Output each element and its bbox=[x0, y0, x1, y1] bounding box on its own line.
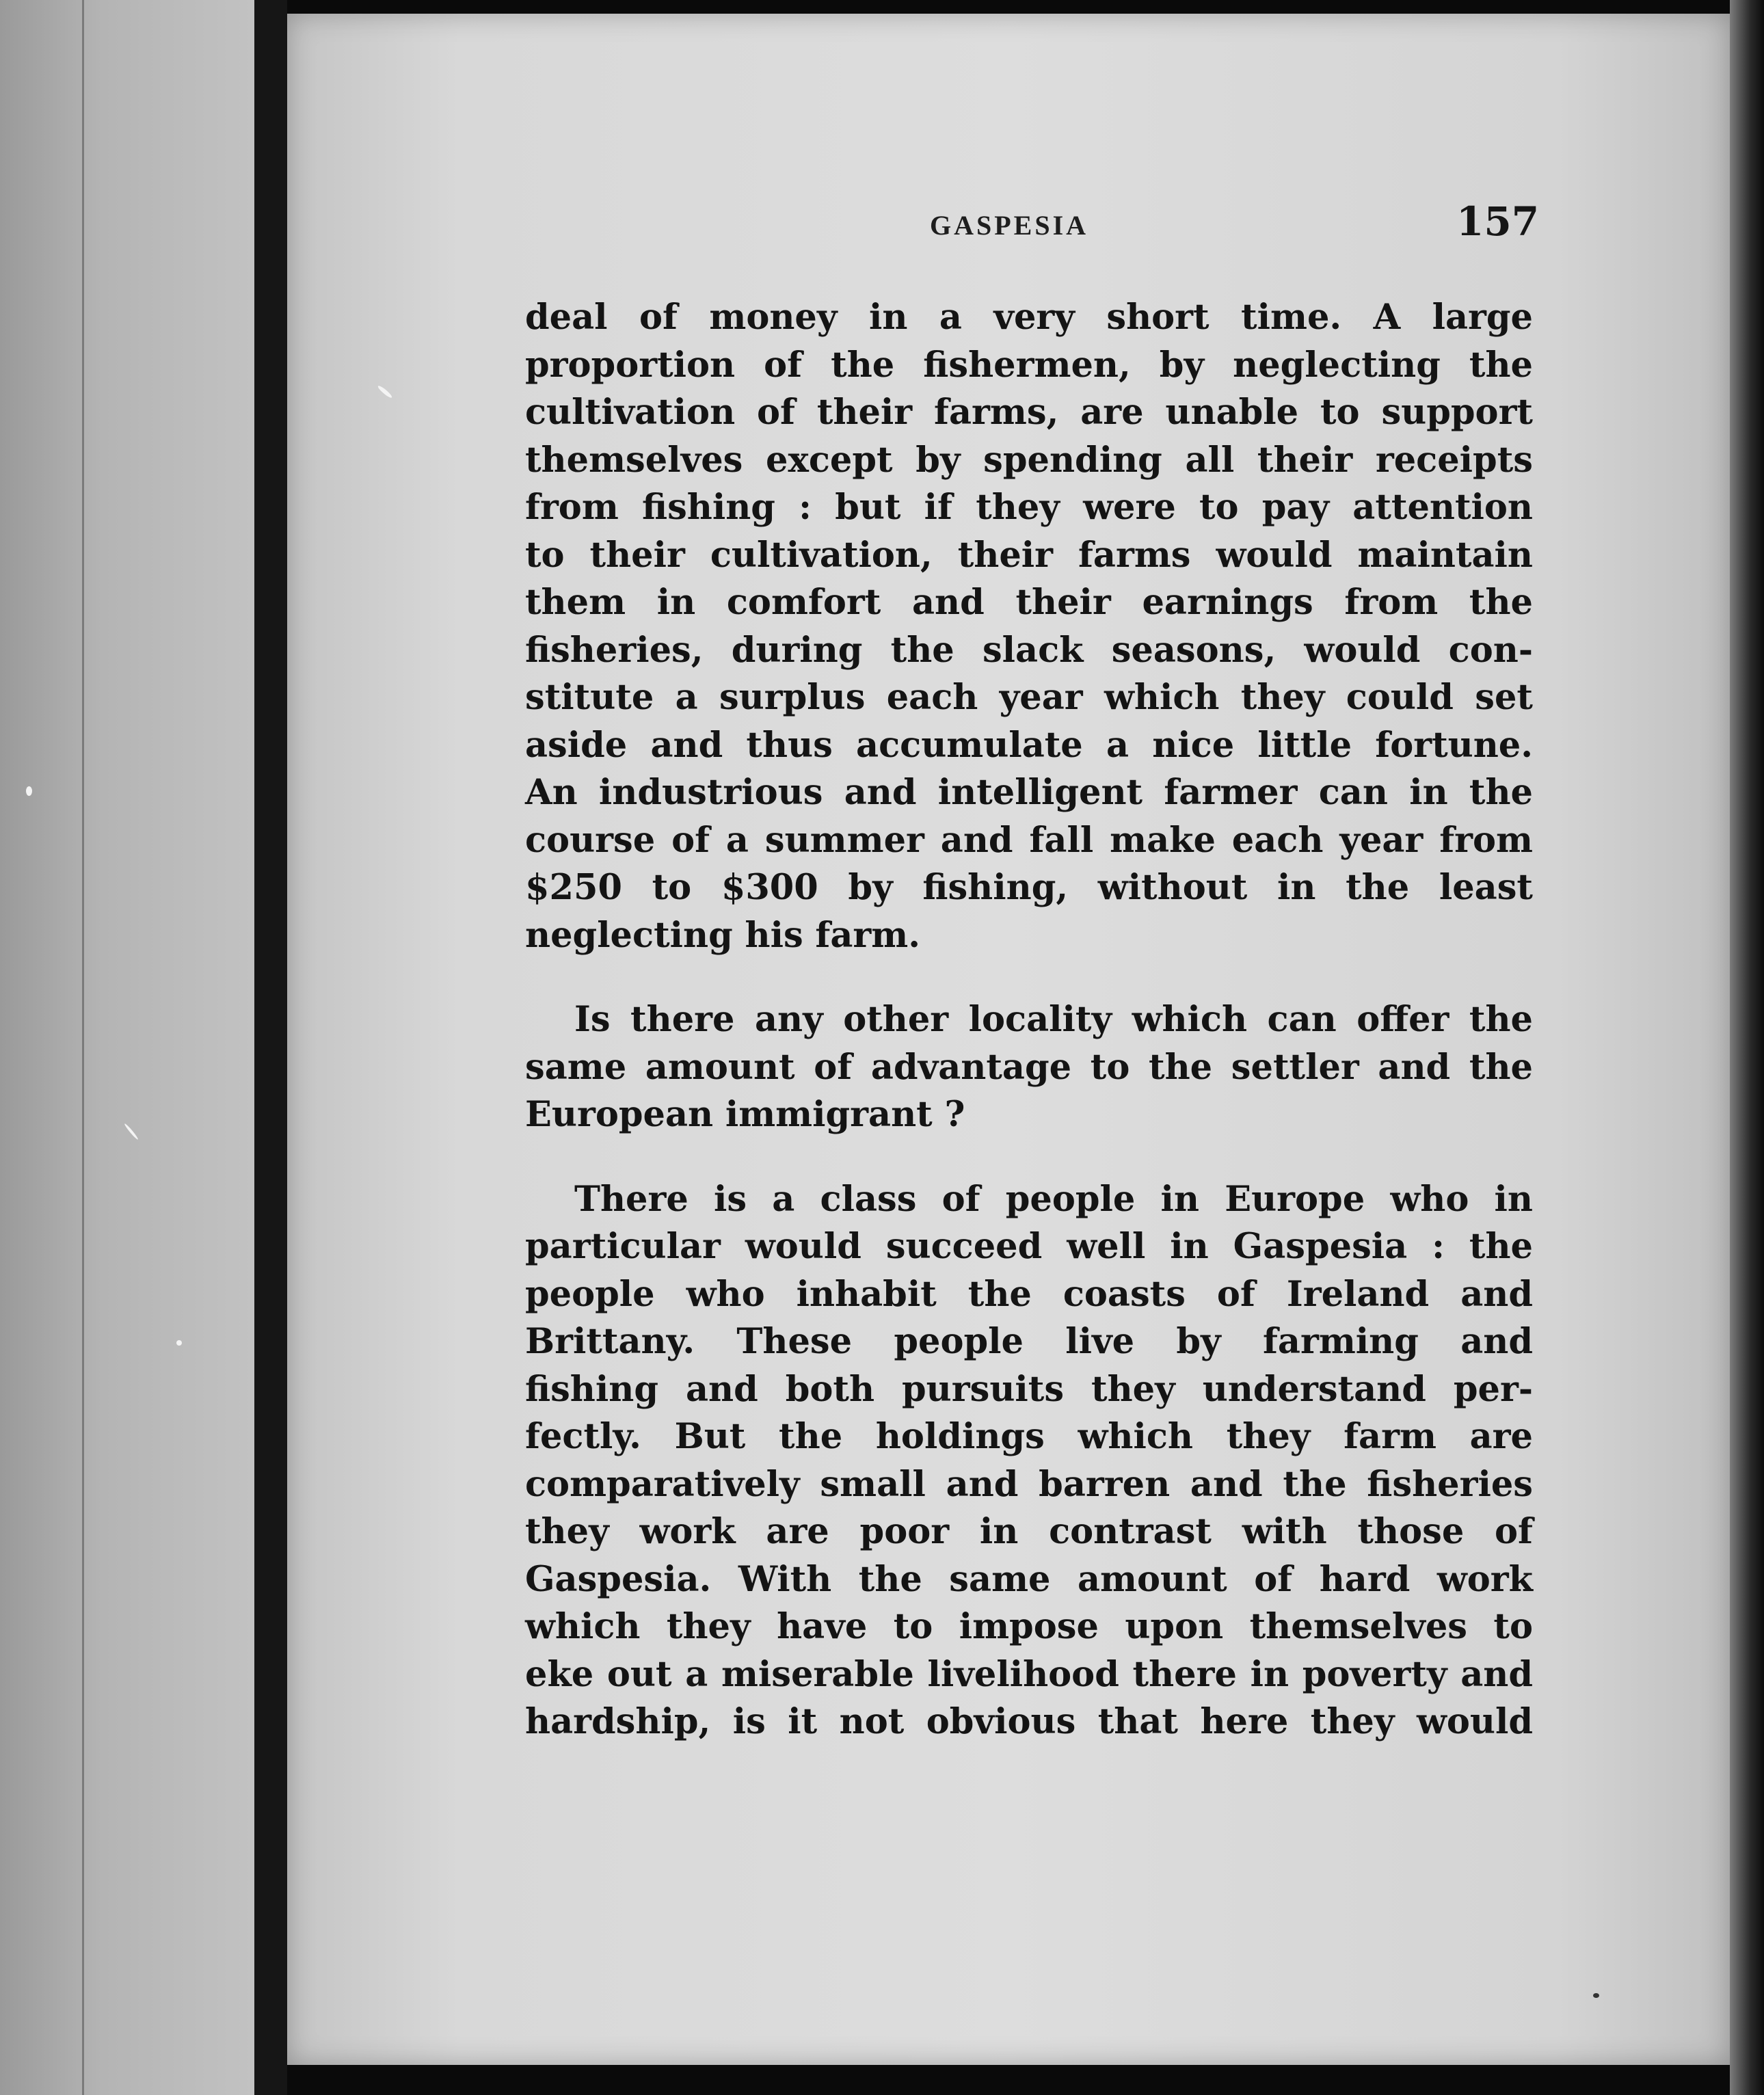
paragraph bbox=[525, 996, 1533, 1139]
text-line: themselves except by spending all their receipts bbox=[525, 439, 1533, 481]
book-gutter bbox=[254, 0, 287, 2095]
text-line: aside and thus accumulate a nice little fortune. bbox=[525, 724, 1533, 766]
text-line: from fishing : but if they were to pay attention bbox=[525, 487, 1533, 528]
page-number: 157 bbox=[1456, 198, 1540, 245]
text-line: eke out a miserable livelihood there in poverty and bbox=[525, 1653, 1533, 1695]
scan-speck bbox=[26, 786, 32, 796]
text-line: particular would succeed well in Gaspesia : the bbox=[525, 1226, 1533, 1267]
text-line: comparatively small and barren and the fisheries bbox=[525, 1463, 1533, 1505]
paragraph bbox=[525, 1176, 1533, 1746]
paragraph bbox=[525, 294, 1533, 959]
text-line: fisheries, during the slack seasons, would con- bbox=[525, 629, 1533, 671]
scan-speck bbox=[1593, 1993, 1599, 1998]
text-line: cultivation of their farms, are unable to support bbox=[525, 392, 1533, 433]
text-line: proportion of the fishermen, by neglecting the bbox=[525, 344, 1533, 386]
text-line: deal of money in a very short time. A large bbox=[525, 297, 1533, 338]
text-line: to their cultivation, their farms would maintain bbox=[525, 534, 1533, 576]
text-line: European immigrant ? bbox=[525, 1094, 965, 1135]
body-text bbox=[525, 294, 1533, 1746]
text-line: Brittany. These people live by farming and bbox=[525, 1321, 1533, 1362]
text-line: $250 to $300 by fishing, without in the least bbox=[525, 867, 1533, 908]
text-line: same amount of advantage to the settler and the bbox=[525, 1046, 1533, 1088]
facing-page-blank bbox=[0, 0, 254, 2095]
text-line: Gaspesia. With the same amount of hard work bbox=[525, 1558, 1533, 1600]
text-line: There is a class of people in Europe who in bbox=[574, 1178, 1533, 1220]
running-head: GASPESIA bbox=[930, 210, 1089, 241]
text-line: An industrious and intelligent farmer can in the bbox=[525, 772, 1533, 813]
text-line: them in comfort and their earnings from the bbox=[525, 582, 1533, 623]
text-line: people who inhabit the coasts of Ireland and bbox=[525, 1273, 1533, 1315]
scan-speck bbox=[176, 1340, 182, 1346]
paragraph-gap bbox=[525, 959, 1533, 996]
text-line: course of a summer and fall make each year from bbox=[525, 819, 1533, 861]
text-line: fishing and both pursuits they understand per- bbox=[525, 1368, 1533, 1410]
text-line: which they have to impose upon themselves to bbox=[525, 1606, 1533, 1647]
text-line: neglecting his farm. bbox=[525, 914, 920, 956]
text-line: fectly. But the holdings which they farm are bbox=[525, 1416, 1533, 1457]
page-edge bbox=[1730, 0, 1764, 2095]
text-line: they work are poor in contrast with those of bbox=[525, 1511, 1533, 1552]
paragraph-gap bbox=[525, 1139, 1533, 1176]
text-line: hardship, is it not obvious that here they would bbox=[525, 1701, 1533, 1742]
text-line: Is there any other locality which can offer the bbox=[574, 999, 1533, 1040]
facing-page-fold bbox=[82, 0, 84, 2095]
text-line: stitute a surplus each year which they could set bbox=[525, 677, 1533, 718]
